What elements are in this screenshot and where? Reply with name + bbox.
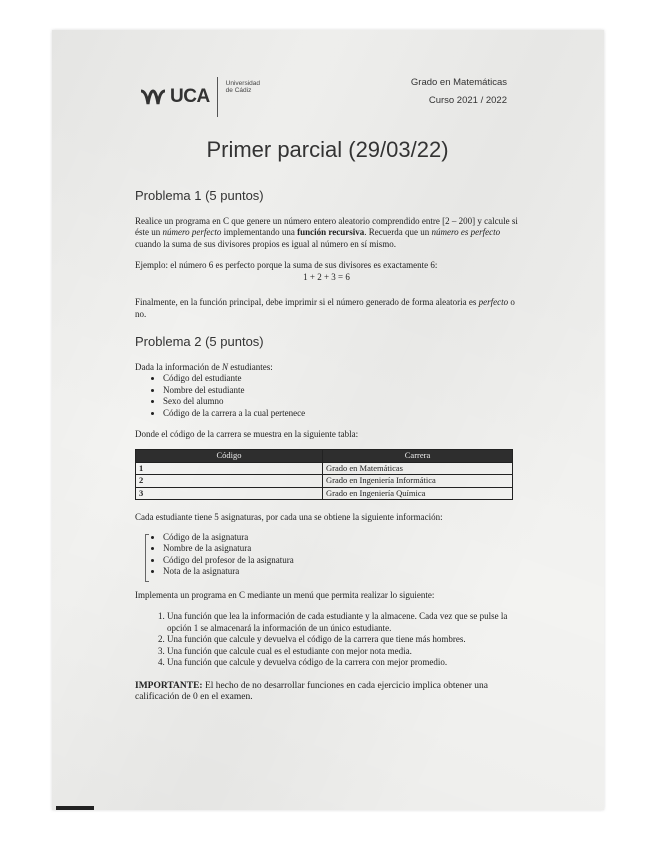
example-formula: 1 + 2 + 3 = 6 <box>303 271 350 282</box>
problem1-strong-recursive: función recursiva <box>297 227 365 237</box>
table-cell-code: 3 <box>136 487 323 500</box>
student-fields-list <box>135 373 518 419</box>
table-header-row <box>136 449 513 462</box>
problem1-text-a: Realice un programa en C que genere un número entero aleatorio comprendido entre [2 – 200] y calcule si éste un <box>135 215 518 237</box>
problem2-intro <box>135 362 518 374</box>
table-row <box>136 462 513 475</box>
career-table <box>135 449 513 501</box>
uca-waves-icon <box>140 87 166 107</box>
degree-label: Grado en Matemáticas <box>410 77 507 88</box>
problem1-example <box>135 260 518 283</box>
logo-subtitle <box>226 80 260 94</box>
intro-em: N <box>221 361 228 372</box>
list-item: • Nombre del estudiante <box>163 385 518 397</box>
menu-intro: Implementa un programa en C mediante un menú que permita realizar lo siguiente: <box>135 589 435 600</box>
table-row <box>136 487 513 500</box>
example-text: Ejemplo: el número 6 es perfecto porque la suma de sus divisores es exactamente 6: <box>135 260 438 270</box>
exam-content <box>135 190 518 714</box>
list-item: • Sexo del alumno <box>163 396 518 408</box>
logo-text: UCA <box>170 86 210 107</box>
table-intro: Donde el código de la carrera se muestra en la siguiente tabla: <box>135 429 359 439</box>
list-item: • Código del profesor de la asignatura <box>163 555 518 567</box>
final-em: perfecto <box>478 297 509 307</box>
subject-fields-list <box>135 532 518 578</box>
problem1-text-b: implementando una <box>221 227 298 237</box>
list-item: 4. Una función que calcule y devuelva código de la carrera con mejor promedio. <box>167 657 518 669</box>
final-text-b: o no. <box>135 297 515 319</box>
table-header-career: Carrera <box>323 449 513 462</box>
subjects-intro: Cada estudiante tiene 5 asignaturas, por cada una se obtiene la siguiente información: <box>135 512 443 522</box>
table-header-code: Código <box>136 449 323 462</box>
page-title: Primer parcial (29/03/22) <box>206 137 449 162</box>
table-row <box>136 475 513 488</box>
problem1-statement <box>135 216 518 251</box>
list-item: • Código del estudiante <box>163 373 518 385</box>
intro-text-b: estudiantes: <box>227 361 273 372</box>
course-label: Curso 2021 / 2022 <box>428 95 507 106</box>
list-item: • Nota de la asignatura <box>163 566 518 578</box>
list-item: • Código de la asignatura <box>163 532 518 544</box>
list-item: 1. Una función que lea la información de cada estudiante y la almacene. Cada vez que se pulse la opción 1 se almacenará la información de un único estudiante. <box>167 611 518 634</box>
important-text: El hecho de no desarrollar funciones en cada ejercicio implica obtener una calificación de 0 en el examen. <box>135 680 488 702</box>
important-note <box>135 681 518 704</box>
problem1-em-perfect-number: número perfecto <box>162 227 222 237</box>
important-label: IMPORTANTE: <box>135 680 203 691</box>
table-cell-career: Grado en Ingeniería Informática <box>323 475 513 488</box>
university-logo <box>140 77 260 117</box>
problem2-heading: Problema 2 (5 puntos) <box>135 334 264 349</box>
list-item: 3. Una función que calcule cual es el estudiante con mejor nota media. <box>167 646 518 658</box>
final-text-a: Finalmente, en la función principal, debe imprimir si el número generado de forma aleatoria es <box>135 297 479 307</box>
scan-mark <box>56 806 94 810</box>
problem1-text-d: cuando la suma de sus divisores propios es igual al número en sí mismo. <box>135 238 396 249</box>
table-cell-code: 1 <box>136 462 323 475</box>
problem1-em-perfect: número es perfecto <box>431 227 501 237</box>
table-cell-career: Grado en Matemáticas <box>323 462 513 475</box>
problem1-text-c: . Recuerda que un <box>364 227 432 237</box>
header-info <box>411 74 507 110</box>
logo-sub-line1: Universidad <box>225 80 260 87</box>
table-cell-career: Grado en Ingeniería Química <box>323 487 513 500</box>
table-cell-code: 2 <box>136 475 323 488</box>
tasks-list <box>135 611 518 669</box>
logo-sub-line2: de Cádiz <box>225 87 252 94</box>
problem1-heading: Problema 1 (5 puntos) <box>135 188 264 203</box>
intro-text-a: Dada la información de <box>135 361 222 372</box>
problem1-final <box>135 297 518 320</box>
list-item: • Nombre de la asignatura <box>163 543 518 555</box>
logo-divider <box>217 77 218 117</box>
list-item: • Código de la carrera a la cual pertenece <box>163 408 518 420</box>
list-item: 2. Una función que calcule y devuelva el código de la carrera que tiene más hombres. <box>167 634 518 646</box>
